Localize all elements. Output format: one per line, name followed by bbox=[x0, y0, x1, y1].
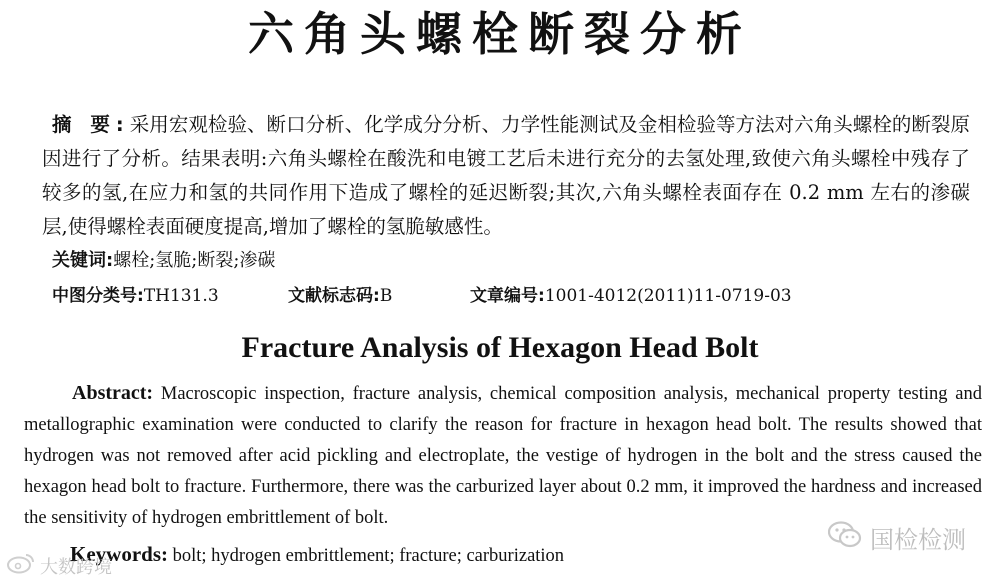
chinese-abstract-text: 采用宏观检验、断口分析、化学成分分析、力学性能测试及金相检验等方法对六角头螺栓的断裂原因进行了分析。结果表明:六角头螺栓在酸洗和电镀工艺后未进行充分的去氢处理,致使六角头螺栓中残存了较多的氢,在应力和氢的共同作用下造成了螺栓的延迟断裂;其次,六角头螺栓表面存在 0.2 mm 左右的渗碳层,使得螺栓表面硬度提高,增加了螺栓的氢脆敏感性。 bbox=[42, 113, 970, 238]
clc-value: TH131.3 bbox=[143, 286, 219, 306]
weibo-watermark-text: 大数跨境 bbox=[40, 556, 112, 578]
chinese-title: 六角头螺栓断裂分析 bbox=[248, 7, 752, 61]
chinese-abstract-label: 摘 要: bbox=[52, 113, 130, 136]
document-code bbox=[288, 282, 392, 310]
wechat-watermark-text: 国检检测 bbox=[870, 526, 966, 554]
weibo-watermark bbox=[6, 552, 112, 579]
article-number bbox=[470, 282, 792, 310]
weibo-icon bbox=[6, 552, 36, 579]
english-abstract-label: Abstract: bbox=[72, 382, 154, 404]
article-number-label: 文章编号: bbox=[470, 286, 545, 306]
chinese-keywords bbox=[52, 247, 275, 275]
clc-number bbox=[52, 282, 219, 310]
wechat-watermark bbox=[828, 520, 966, 555]
document-code-label: 文献标志码: bbox=[288, 286, 380, 306]
document-code-value: B bbox=[379, 286, 393, 306]
chinese-keywords-label: 关键词: bbox=[52, 250, 114, 271]
clc-label: 中图分类号: bbox=[52, 286, 144, 306]
english-abstract-text: Macroscopic inspection, fracture analysis, chemical composition analysis, mechanical property testing and metallographic examination were conducted to clarify the reason for fracture in hexagon head bolt. The results showed that hydrogen was not removed after acid pickling and electroplate, the vestige of hydrogen in the bolt and the stress caused the hexagon head bolt to fracture. Furthermore, there was the carburized layer about 0.2 mm, it improved the hardness and increased the sensitivity of hydrogen embrittlement of bolt. bbox=[24, 384, 982, 528]
english-keywords-text: bolt; hydrogen embrittlement; fracture; carburization bbox=[168, 546, 565, 566]
wechat-icon bbox=[828, 521, 862, 555]
english-abstract bbox=[24, 378, 982, 534]
english-title: Fracture Analysis of Hexagon Head Bolt bbox=[241, 331, 759, 364]
chinese-abstract bbox=[42, 108, 970, 244]
english-keywords bbox=[70, 540, 564, 570]
chinese-keywords-text: 螺栓;氢脆;断裂;渗碳 bbox=[113, 250, 276, 271]
article-number-value: 1001-4012(2011)11-0719-03 bbox=[544, 286, 792, 306]
english-keywords-label: Keywords: bbox=[70, 542, 168, 566]
